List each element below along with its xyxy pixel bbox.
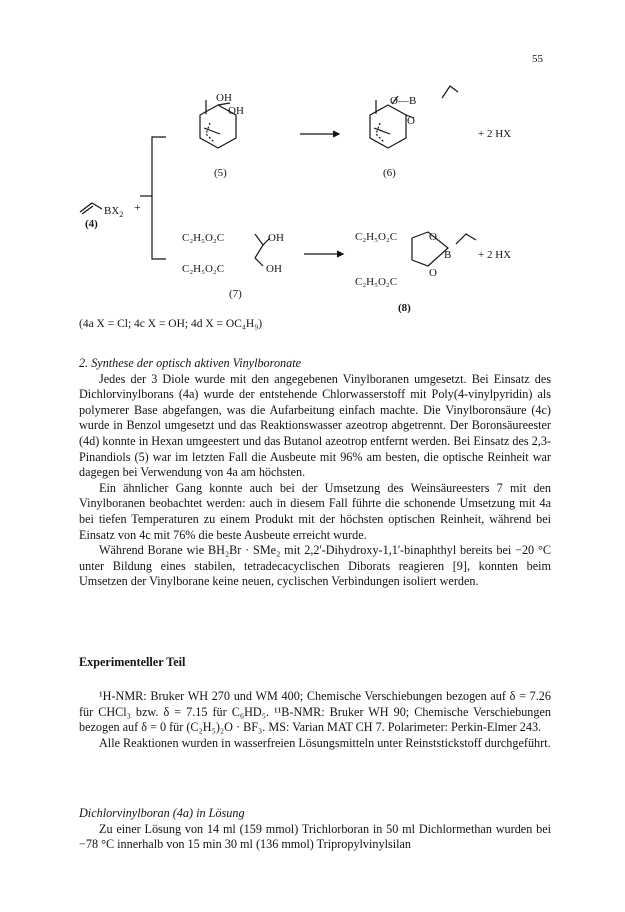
experimental-section [79, 689, 551, 751]
ester-label-bottom-7: C₂H₅O₂C [182, 263, 225, 275]
section-2-paragraph-3: Während Borane wie BH₂Br · SMe₂ mit 2,2'-Dihydroxy-1,1'-binaphthyl bereits bei −20 °C unter Bildung eines stabilen, tetradecacyclischen Diborats reagieren [9], konnten beim Umsetzen der Vinylborane keine neuen, cyclischen Verbindungen isoliert werden. [79, 543, 551, 589]
hydroxyl-bottom-7: OH [266, 263, 282, 275]
hydroxyl-top-7: OH [268, 232, 284, 244]
boron-label-8: B [444, 249, 452, 261]
dichlorvinylboran-section [79, 806, 551, 853]
section-2-paragraph-2: Ein ähnlicher Gang konnte auch bei der Umsetzung des Weinsäureesters 7 mit den Vinylboranen beobachtet werden: auch in diesem Fall führte die schonende Umsetzung mit 4a bei tiefen Temperaturen zu einem Produkt mit der höchsten optischen Reinheit, während bei Einsatz von 4c mit 76% die beste Ausbeute erreicht wurde. [79, 480, 551, 542]
experimental-paragraph-1: ¹H-NMR: Bruker WH 270 und WM 400; Chemische Verschiebungen bezogen auf δ = 7.26 für CHCl₃ bzw. δ = 7.15 für C₆HD₅. ¹¹B-NMR: Bruker WH 90; Chemische Verschiebungen bezogen auf δ = 0 für (C₂H₅)₂O · BF₃. MS: Varian MAT CH 7. Polarimeter: Perkin-Elmer 243. [79, 689, 551, 735]
compound-label-5: (5) [214, 167, 227, 179]
experimental-paragraph-3: Zu einer Lösung von 14 ml (159 mmol) Trichlorboran in 50 ml Dichlormethan wurden bei −78 °C innerhalb von 15 min 30 ml (136 mmol) Tripropylvinylsilan [79, 821, 551, 852]
boronate-group-label: O—B [390, 95, 417, 107]
byproduct-top: + 2 HX [478, 128, 512, 140]
reaction-bracket [152, 137, 166, 259]
ring-oxygen-top-8: O [429, 231, 437, 243]
boryl-group-label: $BX_2$ [104, 205, 124, 219]
hydroxyl-label-1: OH [216, 92, 232, 104]
ester-label-bottom-8: C₂H₅O₂C [355, 276, 398, 288]
plus-sign: + [134, 200, 141, 214]
scheme-legend: (4a X = Cl; 4c X = OH; 4d X = OC₄H₉) [79, 318, 263, 330]
compound-label-8: (8) [398, 302, 411, 314]
vinyl-bond-8 [456, 234, 476, 244]
sub-heading: Dichlorvinylboran (4a) in Lösung [79, 806, 245, 820]
ester-label-top-7: C₂H₅O₂C [182, 232, 225, 244]
section-2 [79, 356, 551, 590]
experimental-heading: Experimenteller Teil [79, 655, 186, 669]
ring-oxygen-label: O [407, 115, 415, 127]
compound-label-4: (4) [85, 218, 98, 230]
compound-label-6: (6) [383, 167, 396, 179]
section-2-heading: 2. Synthese der optisch aktiven Vinylboronate [79, 356, 302, 370]
byproduct-bottom: + 2 HX [478, 249, 512, 261]
page-number: 55 [532, 53, 543, 65]
ester-label-top-8: C₂H₅O₂C [355, 231, 398, 243]
hydroxyl-label-2: OH [228, 105, 244, 117]
vinyl-bond-6 [442, 86, 458, 98]
reaction-scheme [0, 0, 625, 340]
compound-label-7: (7) [229, 288, 242, 300]
experimental-paragraph-2: Alle Reaktionen wurden in wasserfreien Lösungsmitteln unter Reinststickstoff durchgeführt. [99, 735, 551, 750]
ring-oxygen-bottom-8: O [429, 267, 437, 279]
section-2-paragraph-1: Jedes der 3 Diole wurde mit den angegebenen Vinylboranen umgesetzt. Bei Einsatz des Dichlorvinylborans (4a) wurde der entstehende Chlorwasserstoff mit Poly(4-vinylpyridin) als polymerer Base abgefangen, was die Aufarbeitung einfach machte. Die Vinylboronsäure (4c) wurde in Benzol umgesetzt und das Reaktionswasser azeotrop abgetrennt. Der Boronsäureester (4d) konnte in Hexan umgeestert und das Butanol azeotrop entfernt werden. Bei Einsatz des 2,3-Pinandiols (5) war im letzten Fall die Ausbeute mit 96% am besten, die optische Reinheit war dagegen bei Verwendung von 4a am höchsten. [79, 371, 551, 480]
